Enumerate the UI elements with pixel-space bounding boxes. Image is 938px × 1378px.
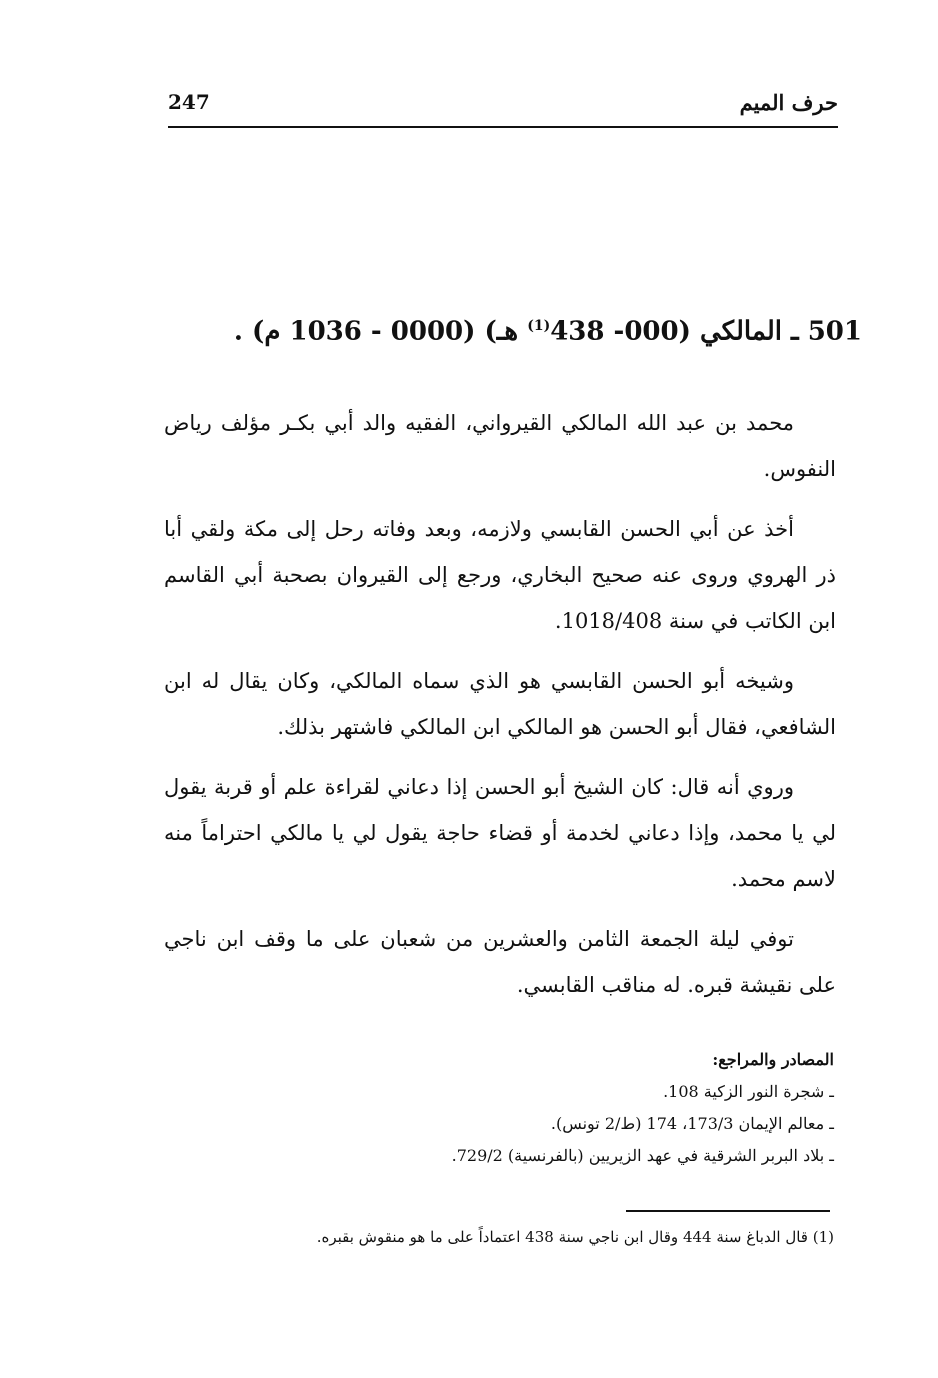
paragraph-intro: محمد بن عبد الله المالكي القيرواني، الفقيه والد أبي بكـر مؤلف رياض النفوس. [164, 411, 836, 481]
entry-title-rest: هـ) (0000 - 1036 م) . [233, 316, 528, 347]
sources-list [194, 1076, 834, 1172]
paragraph-anecdote: وروي أنه قال: كان الشيخ أبو الحسن إذا دعاني لقراءة علم أو قربة يقول لي يا محمد، وإذا دعاني لخدمة أو قضاء حاجة يقول لي يا مالكي احتراماً منه لاسم محمد. [164, 775, 836, 891]
paragraph-studies: أخذ عن أبي الحسن القابسي ولازمه، وبعد وفاته رحل إلى مكة ولقي أبا ذر الهروي وروى عنه صحيح البخاري، ورجع إلى القيروان بصحبة أبي القاسم ابن الكاتب في سنة 1018/408. [164, 517, 836, 633]
entry-title-main: 501 ـ المالكي (000- 438 [550, 316, 862, 347]
source-item: ـ معالم الإيمان 173/3، 174 (ط/2 تونس). [194, 1108, 834, 1140]
source-item: ـ بلاد البربر الشرقية في عهد الزيريين (بالفرنسية) 729/2. [194, 1140, 834, 1172]
footnote-divider [626, 1210, 830, 1212]
paragraph-death: توفي ليلة الجمعة الثامن والعشرين من شعبان على ما وقف ابن ناجي على نقيشة قبره. له مناقب القابسي. [164, 927, 836, 997]
page-number: 247 [168, 90, 210, 114]
footnote: (1) قال الدباغ سنة 444 وقال ابن ناجي سنة 438 اعتماداً على ما هو منقوش بقبره. [316, 1228, 834, 1246]
source-item: ـ شجرة النور الزكية 108. [194, 1076, 834, 1108]
paragraph-teacher: وشيخه أبو الحسن القابسي هو الذي سماه المالكي، وكان يقال له ابن الشافعي، فقال أبو الحسن هو المالكي ابن المالكي فاشتهر بذلك. [164, 669, 836, 739]
sources-heading: المصادر والمراجع: [712, 1050, 834, 1069]
page-header [168, 88, 838, 128]
running-title: حرف الميم [739, 90, 838, 115]
footnote-reference: (1) [527, 318, 551, 334]
entry-title [162, 306, 862, 352]
sources-section [194, 1044, 834, 1172]
body-text [164, 400, 836, 1022]
